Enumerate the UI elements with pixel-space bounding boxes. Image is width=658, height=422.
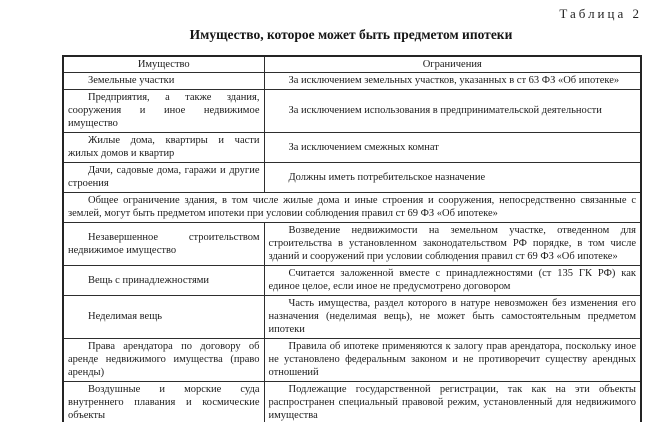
property-cell: Жилые дома, квартиры и части жилых домов и квартир (63, 133, 264, 163)
restriction-cell: Правила об ипотеке применяются к залогу прав арендатора, поскольку иное не установлено федеральным законом и не противоречит существу арендных отношений (264, 339, 641, 382)
restriction-cell: Возведение недвижимости на земельном участке, отведенном для строительства в установленном законодательством РФ порядке, в том числе зданий и сооружений при условии соблюдения правил ст 69 ФЗ «Об ипотеке» (264, 223, 641, 266)
table-row (63, 296, 641, 339)
restriction-cell: За исключением земельных участков, указанных в ст 63 ФЗ «Об ипотеке» (264, 73, 641, 90)
table-title: Имущество, которое может быть предметом ипотеки (189, 27, 513, 42)
restriction-cell: За исключением использования в предпринимательской деятельности (264, 90, 641, 133)
property-cell: Вещь с принадлежностями (63, 266, 264, 296)
table-row (63, 223, 641, 266)
table-row (63, 133, 641, 163)
table-row-general-note (63, 193, 641, 223)
table-number-label: Таблица 2 (559, 6, 642, 21)
restriction-cell: Подлежащие государственной регистрации, так как на эти объекты распространен специальный правовой режим, установленный для недвижимого имущества (264, 382, 641, 422)
restriction-cell: Считается заложенной вместе с принадлежностями (ст 135 ГК РФ) как единое целое, если иное не предусмотрено договором (264, 266, 641, 296)
property-cell: Права арендатора по договору об аренде недвижимого имущества (право аренды) (63, 339, 264, 382)
table-row (63, 163, 641, 193)
property-cell: Незавершенное строительством недвижимое имущество (63, 223, 264, 266)
general-restriction-note-cell: Общее ограничение здания, в том числе жилые дома и иные строения и сооружения, непосредственно связанные с землей, могут быть предметом ипотеки при условии соблюдения правил ст 69 ФЗ «Об ипотеке» (63, 193, 641, 223)
header-row (63, 56, 641, 73)
mortgage-property-table (62, 55, 642, 422)
table-row (63, 382, 641, 422)
table-row (63, 73, 641, 90)
restriction-cell: За исключением смежных комнат (264, 133, 641, 163)
property-cell: Неделимая вещь (63, 296, 264, 339)
restriction-cell: Должны иметь потребительское назначение (264, 163, 641, 193)
property-cell: Земельные участки (63, 73, 264, 90)
header-restriction: Ограничения (264, 56, 641, 73)
property-cell: Предприятия, а также здания, сооружения и иное недвижимое имущество (63, 90, 264, 133)
table-row (63, 90, 641, 133)
restriction-cell: Часть имущества, раздел которого в натуре невозможен без изменения его назначения (неделимая вещь), не может быть самостоятельным предметом ипотеки (264, 296, 641, 339)
table-row (63, 266, 641, 296)
property-cell: Дачи, садовые дома, гаражи и другие строения (63, 163, 264, 193)
header-property: Имущество (63, 56, 264, 73)
property-cell: Воздушные и морские суда внутреннего плавания и космические объекты (63, 382, 264, 422)
table-row (63, 339, 641, 382)
